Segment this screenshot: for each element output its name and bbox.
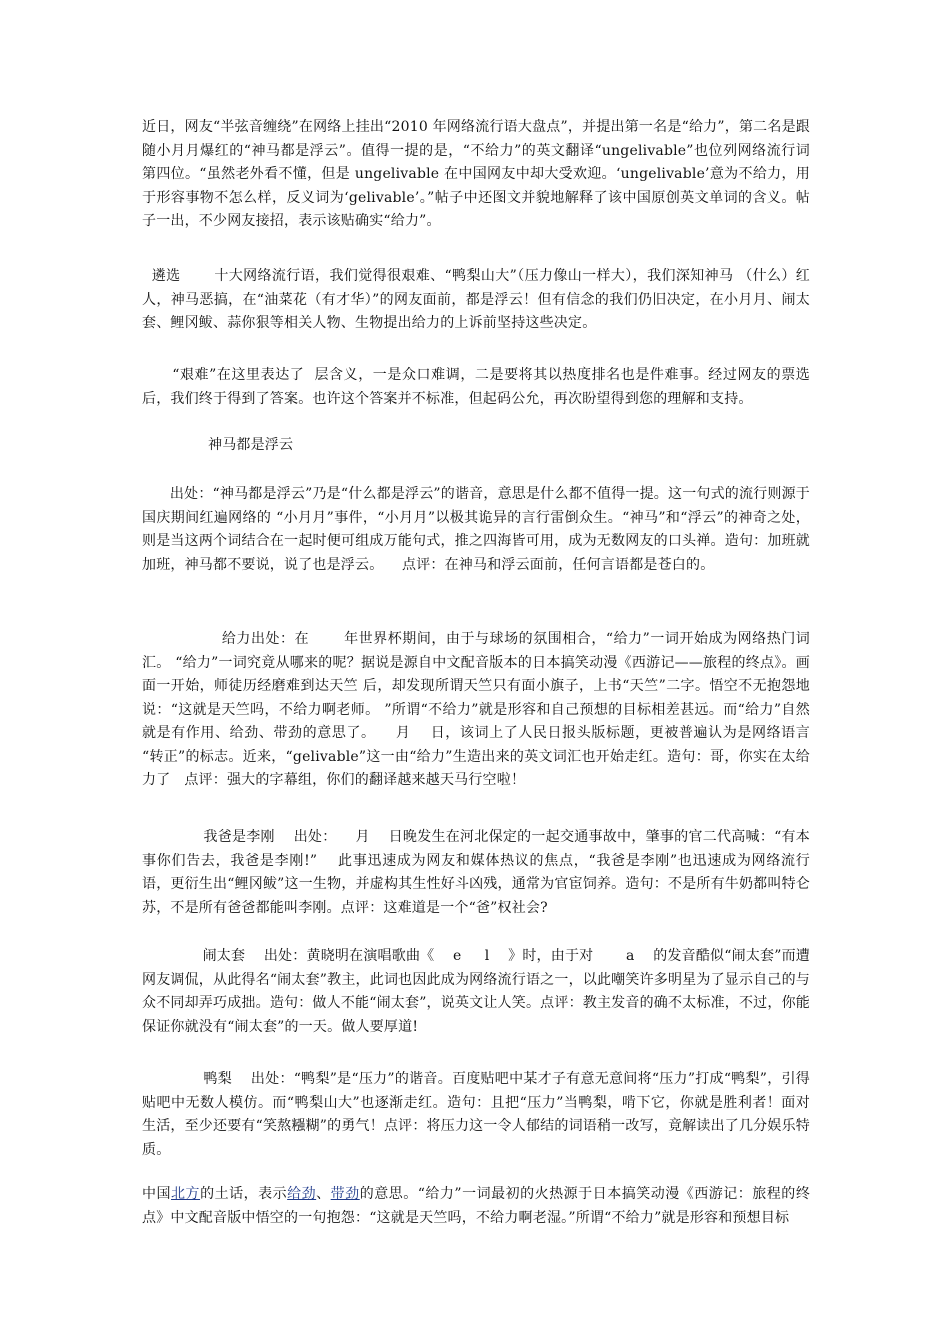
paragraph-ligang: 我爸是李刚 出处： 月 日晚发生在河北保定的一起交通事故中，肇事的官二代高喊：“有本事你们告去，我爸是李刚!” 此事迅速成为网友和媒体热议的焦点，“我爸是李刚”也迅速成为网络流行语，更衍生出“鲤冈鲅”这一生物，并虚构其生性好斗凶残，通常为官宦饲养。造句：不是所有牛奶都叫特仑苏，不是所有爸爸都能叫李刚。点评：这难道是一个“爸”权社会? [142,829,811,916]
paragraph-yali: 鸭梨 出处：“鸭梨”是“压力”的谐音。百度贴吧中某才子有意无意间将“压力”打成“鸭梨”，引得贴吧中无数人模仿。而“鸭梨山大”也逐渐走红。造句：且把“压力”当鸭梨，啃下它，你就是胜利者！面对生活，至少还要有“笑熬糨糊”的勇气！点评：将压力这一令人郁结的词语稍一改写，竟解读出了几分娱乐特质。 [142,1071,810,1158]
paragraph-naotaitao: 闹太套 出处：黄晓明在演唱歌曲《 e l 》时，由于对 a 的发音酷似“闹太套”而遭网友调侃，从此得名“闹太套”教主，此词也因此成为网络流行语之一，以此嘲笑许多明星为了显示自己的与众不同却弄巧成拙。造句：做人不能“闹太套”，说英文让人笑。点评：教主发音的确不太标准，不过，你能保证你就没有“闹太套”的一天。做人要厚道! [142,948,811,1035]
paragraph-shenma: 出处：“神马都是浮云”乃是“什么都是浮云”的谐音，意思是什么都不值得一提。这一句式的流行则源于国庆期间红遍网络的 “小月月”事件，“小月月”以极其诡异的言行雷倒众生。“神马”和“浮云”的神奇之处，则是当这两个词结合在一起时便可组成万能句式，推之四海皆可用，成为无数网友的口头禅。造句：加班就加班，神马都不要说，说了也是浮云。 点评：在神马和浮云面前，任何言语都是苍白的。 [142,486,811,573]
text-fragment: 的土话，表示 [200,1186,288,1202]
text-fragment: 中国 [142,1186,172,1202]
paragraph-selection: 遴选 十大网络流行语，我们觉得很艰难、“鸭梨山大”（压力像山一样大），我们深知神马 （什么）红人，神马恶搞，在“油菜花（有才华）”的网友面前，都是浮云！但有信念的我们仍旧决定，在小月月、闹太套、鲤冈鲅、蒜你狠等相关人物、生物提出给力的上诉前坚持这些决定。 [142,268,810,331]
paragraph-origin [142,1183,810,1230]
link-daijin[interactable]: 带劲 [330,1186,360,1202]
paragraph-difficulty: “艰难”在这里表达了 层含义，一是众口难调，二是要将其以热度排名也是件难事。经过网友的票选后，我们终于得到了答案。也许这个答案并不标准，但起码公允，再次盼望得到您的理解和支持。 [142,367,810,407]
paragraph-geili: 给力出处：在 年世界杯期间，由于与球场的氛围相合，“给力”一词开始成为网络热门词汇。 “给力”一词究竟从哪来的呢？据说是源自中文配音版本的日本搞笑动漫《西游记——旅程的终点》。画面一开始，师徒历经磨难到达天竺 后，却发现所谓天竺只有面小旗子，上书“天竺”二字。悟空不无抱怨地说：“这就是天竺吗，不给力啊老师。 ”所谓“不给力”就是形容和自己预想的目标相差甚远。而“给力”自然就是有作用、给劲、带劲的意思了。 月 日，该词上了人民日报头版标题，更被普遍认为是网络语言 “转正”的标志。近来，“gelivable”这一由“给力”生造出来的英文词汇也开始走红。造句：哥，你实在太给力了 点评：强大的字幕组，你们的翻译越来越天马行空啦！ [142,631,815,788]
link-beifang[interactable]: 北方 [171,1186,201,1202]
link-geijin[interactable]: 给劲 [287,1186,317,1202]
text-fragment: 、 [316,1186,331,1202]
section-heading-shenma: 神马都是浮云 [208,437,294,453]
paragraph-intro: 近日，网友“半弦音缠绕”在网络上挂出“2010 年网络流行语大盘点”，并提出第一名是“给力”，第二名是跟随小月月爆红的“神马都是浮云”。值得一提的是，“不给力”的英文翻译“ungelivable”也位列网络流行词第四位。“虽然老外看不懂，但是 ungelivable 在中国网友中却大受欢迎。‘ungelivable’意为不给力，用于形容事物不怎么样，反义词为‘gelivable’。”帖子中还图文并貌地解释了该中国原创英文单词的含义。帖子一出，不少网友接招，表示该贴确实“给力”。 [142,119,810,229]
text-fragment: 的意思。“给力”一词最初的火热源于日本搞笑动漫《西游记：旅程的终点》中文配音版中悟空的一句抱怨：“这就是天竺吗，不给力啊老湿。”所谓“不给力”就是形容和预想目标 [142,1186,811,1226]
